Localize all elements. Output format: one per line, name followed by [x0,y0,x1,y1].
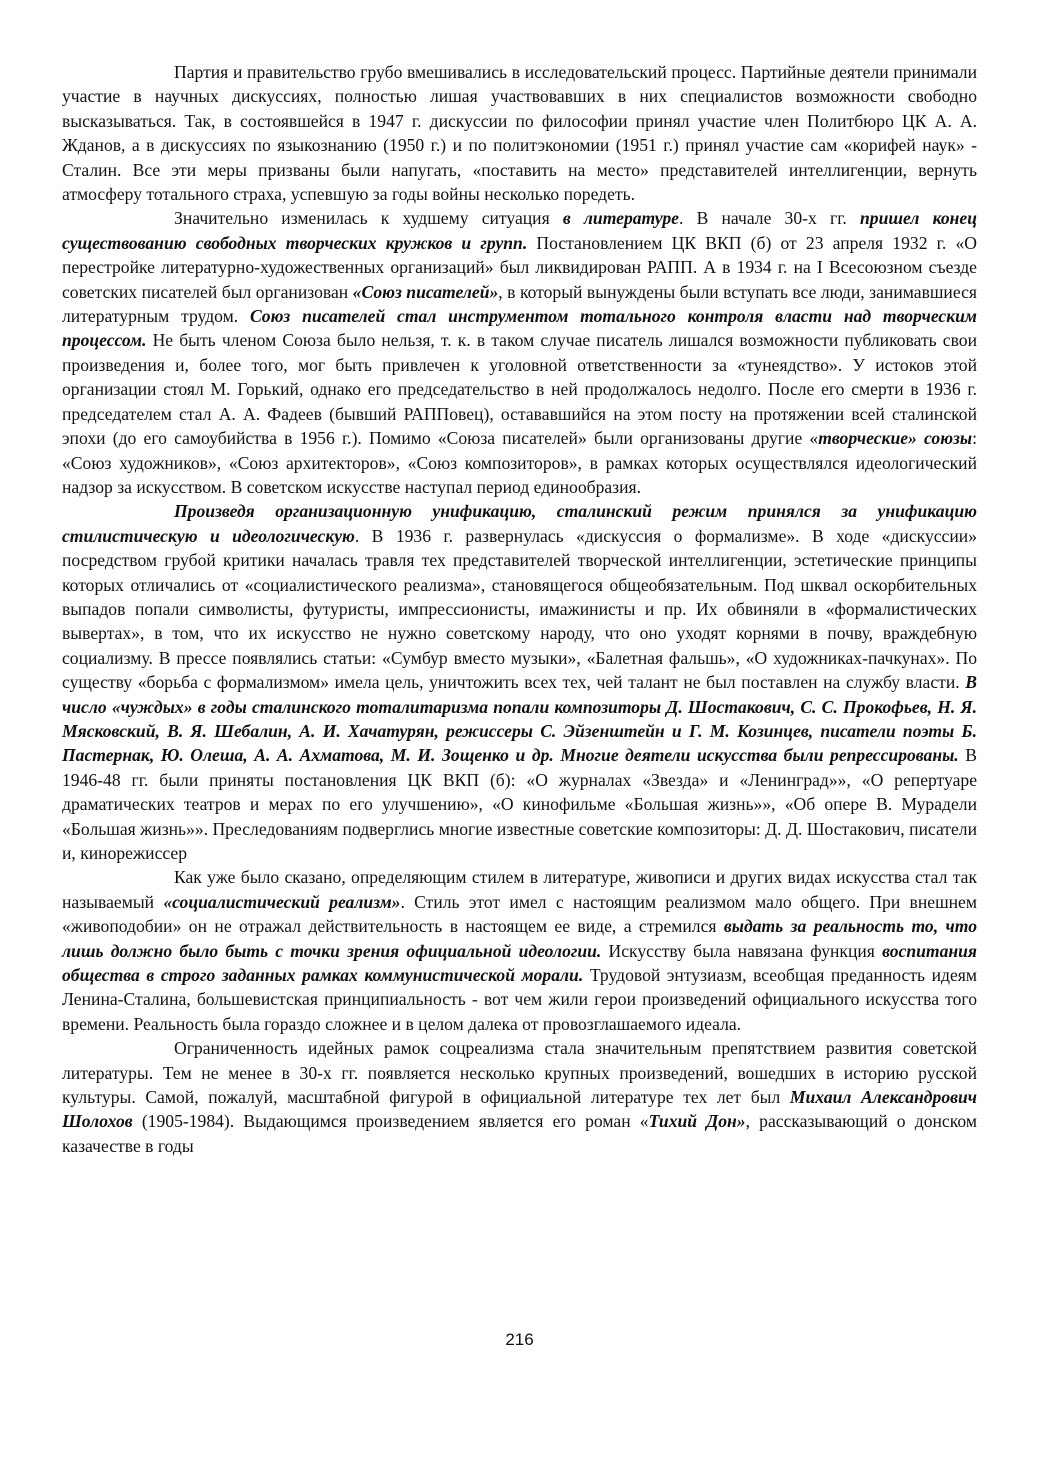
paragraph [62,206,977,499]
body-text: Не быть членом Союза было нельзя, т. к. в таком случае писатель лишался возможности публиковать свои произведения и, более того, мог быть привлечен к уголовной ответственности за «тунеядство». У истоков этой организации стоял М. Горький, однако его председательство в ней продолжалось недолго. После его смерти в 1936 г. председателем стал А. А. Фадеев (бывший РАППовец), остававшийся на этом посту на протяжении всей сталинской эпохи (до его самоубийства в 1956 г.). Помимо «Союза писателей» были организованы другие « [62,330,977,449]
paragraph [62,60,977,206]
body-text: . В 1936 г. развернулась «дискуссия о формализме». В ходе «дискуссии» посредством грубой критики началась травля тех представителей творческой интеллигенции, эстетические принципы которых отличались от «социалистического реализма», становящегося общеобязательным. Под шквал оскорбительных выпадов попали символисты, футуристы, импрессионисты, имажинисты и пр. Их обвиняли в «формалистических вывертах», в том, что их искусство не нужно советскому народу, что оно уходят корнями в почву, враждебную социализму. В прессе появлялись статьи: «Сумбур вместо музыки», «Балетная фальшь», «О художниках-пачкунах». По существу «борьба с формализмом» имела цель, уничтожить всех тех, чей талант не был поставлен на службу власти. [62,525,977,693]
paragraph [62,1036,977,1158]
body-text: Ограниченность идейных рамок соцреализма стала значительным препятствием развития советской литературы. Тем не менее в 30-х гг. появляется несколько крупных произведений, вошедших в историю русской культуры. Самой, пожалуй, масштабной фигурой в официальной литературе тех лет был [62,1038,977,1108]
body-text: Искусству была навязана функция [601,940,883,961]
body-text: : «Союз художников», «Союз архитекторов», «Союз композиторов», в рамках которых осуществлялся идеологический надзор за искусством. В советском искусстве наступал период единообразия. [62,428,977,497]
body-text: . Стиль этот имел с настоящим реализмом мало общего. При внешнем «живоподобии» он не отражал действительность в настоящем ее виде, а стремился [62,891,977,937]
body-text: (1905-1984). Выдающимся произведением является его роман « [132,1111,649,1132]
page-body [62,60,977,1158]
emphasis-text: в литературе [562,208,679,229]
emphasis-text: пришел конец существованию свободных творческих кружков и групп. [62,208,977,253]
body-text: В 1946-48 гг. были приняты постановления ЦК ВКП (б): «О журналах «Звезда» и «Ленинград»», «О репертуаре драматических театров и мерах по его улучшению», «О кинофильме «Большая жизнь»», «Об опере В. Мурадели «Большая жизнь»». Преследованиям подверглись многие известные советские композиторы: Д. Д. Шостакович, писатели и, кинорежиссер [62,745,977,863]
paragraph [62,865,977,1036]
body-text: , рассказывающий о донском казачестве в годы [62,1111,977,1156]
emphasis-text: «Союз писателей» [352,281,499,302]
emphasis-text: выдать за реальность то, что лишь должно было быть с точки зрения официальной идеологии. [62,916,978,961]
emphasis-text: Тихий Дон» [648,1111,746,1132]
emphasis-text: Произведя организационную унификацию, сталинский режим принялся за унификацию стилистическую и идеологическую [62,501,977,546]
paragraph [62,499,977,865]
page-number: 216 [505,1330,534,1349]
body-text: Как уже было сказано, определяющим стилем в литературе, живописи и других видах искусства стал так называемый [62,867,977,912]
body-text: Значительно изменилась к худшему ситуация [174,208,563,229]
emphasis-text: «социалистический реализм» [163,891,401,912]
emphasis-text: Союз писателей стал инструментом тотального контроля власти над творческим процессом. [62,306,977,351]
body-text: , в который вынуждены были вступать все люди, занимавшиеся литературным трудом. [62,281,977,327]
emphasis-text: воспитания общества в строго заданных рамках коммунистической морали. [62,940,977,986]
emphasis-text: Михаил Александрович Шолохов [62,1087,977,1132]
emphasis-text: творческие» союзы [818,428,973,449]
body-text: Трудовой энтузиазм, всеобщая преданность идеям Ленина-Сталина, большевистская принципиальность - вот чем жили герои произведений официального искусства того времени. Реальность была гораздо сложнее и в целом далека от провозглашаемого идеала. [62,965,978,1034]
body-text: Постановлением ЦК ВКП (б) от 23 апреля 1932 г. «О перестройке литературно-художественных организаций» был ликвидирован РАПП. А в 1934 г. на I Всесоюзном съезде советских писателей был организован [62,232,977,302]
body-text: Партия и правительство грубо вмешивались в исследовательский процесс. Партийные деятели принимали участие в научных дискуссиях, полностью лишая участвовавших в них специалистов возможности свободно высказываться. Так, в состоявшейся в 1947 г. дискуссии по философии принял участие член Политбюро ЦК А. А. Жданов, а в дискуссиях по языкознанию (1950 г.) и по политэкономии (1951 г.) принял участие сам «корифей наук» - Сталин. Все эти меры призваны были напугать, «поставить на место» представителей интеллигенции, вернуть атмосферу тотального страха, успевшую за годы войны несколько поредеть. [62,62,977,205]
emphasis-text: В число «чуждых» в годы сталинского тоталитаризма попали композиторы Д. Шостакович, С. С. Прокофьев, Н. Я. Мясковский, В. Я. Шебалин, А. И. Хачатурян, режиссеры С. Эйзенштейн и Г. М. Козинцев, писатели поэты Б. Пастернак, Ю. Олеша, А. А. Ахматова, М. И. Зощенко и др. Многие деятели искусства были репрессированы. [62,672,977,766]
body-text: . В начале 30-х гг. [679,208,860,229]
